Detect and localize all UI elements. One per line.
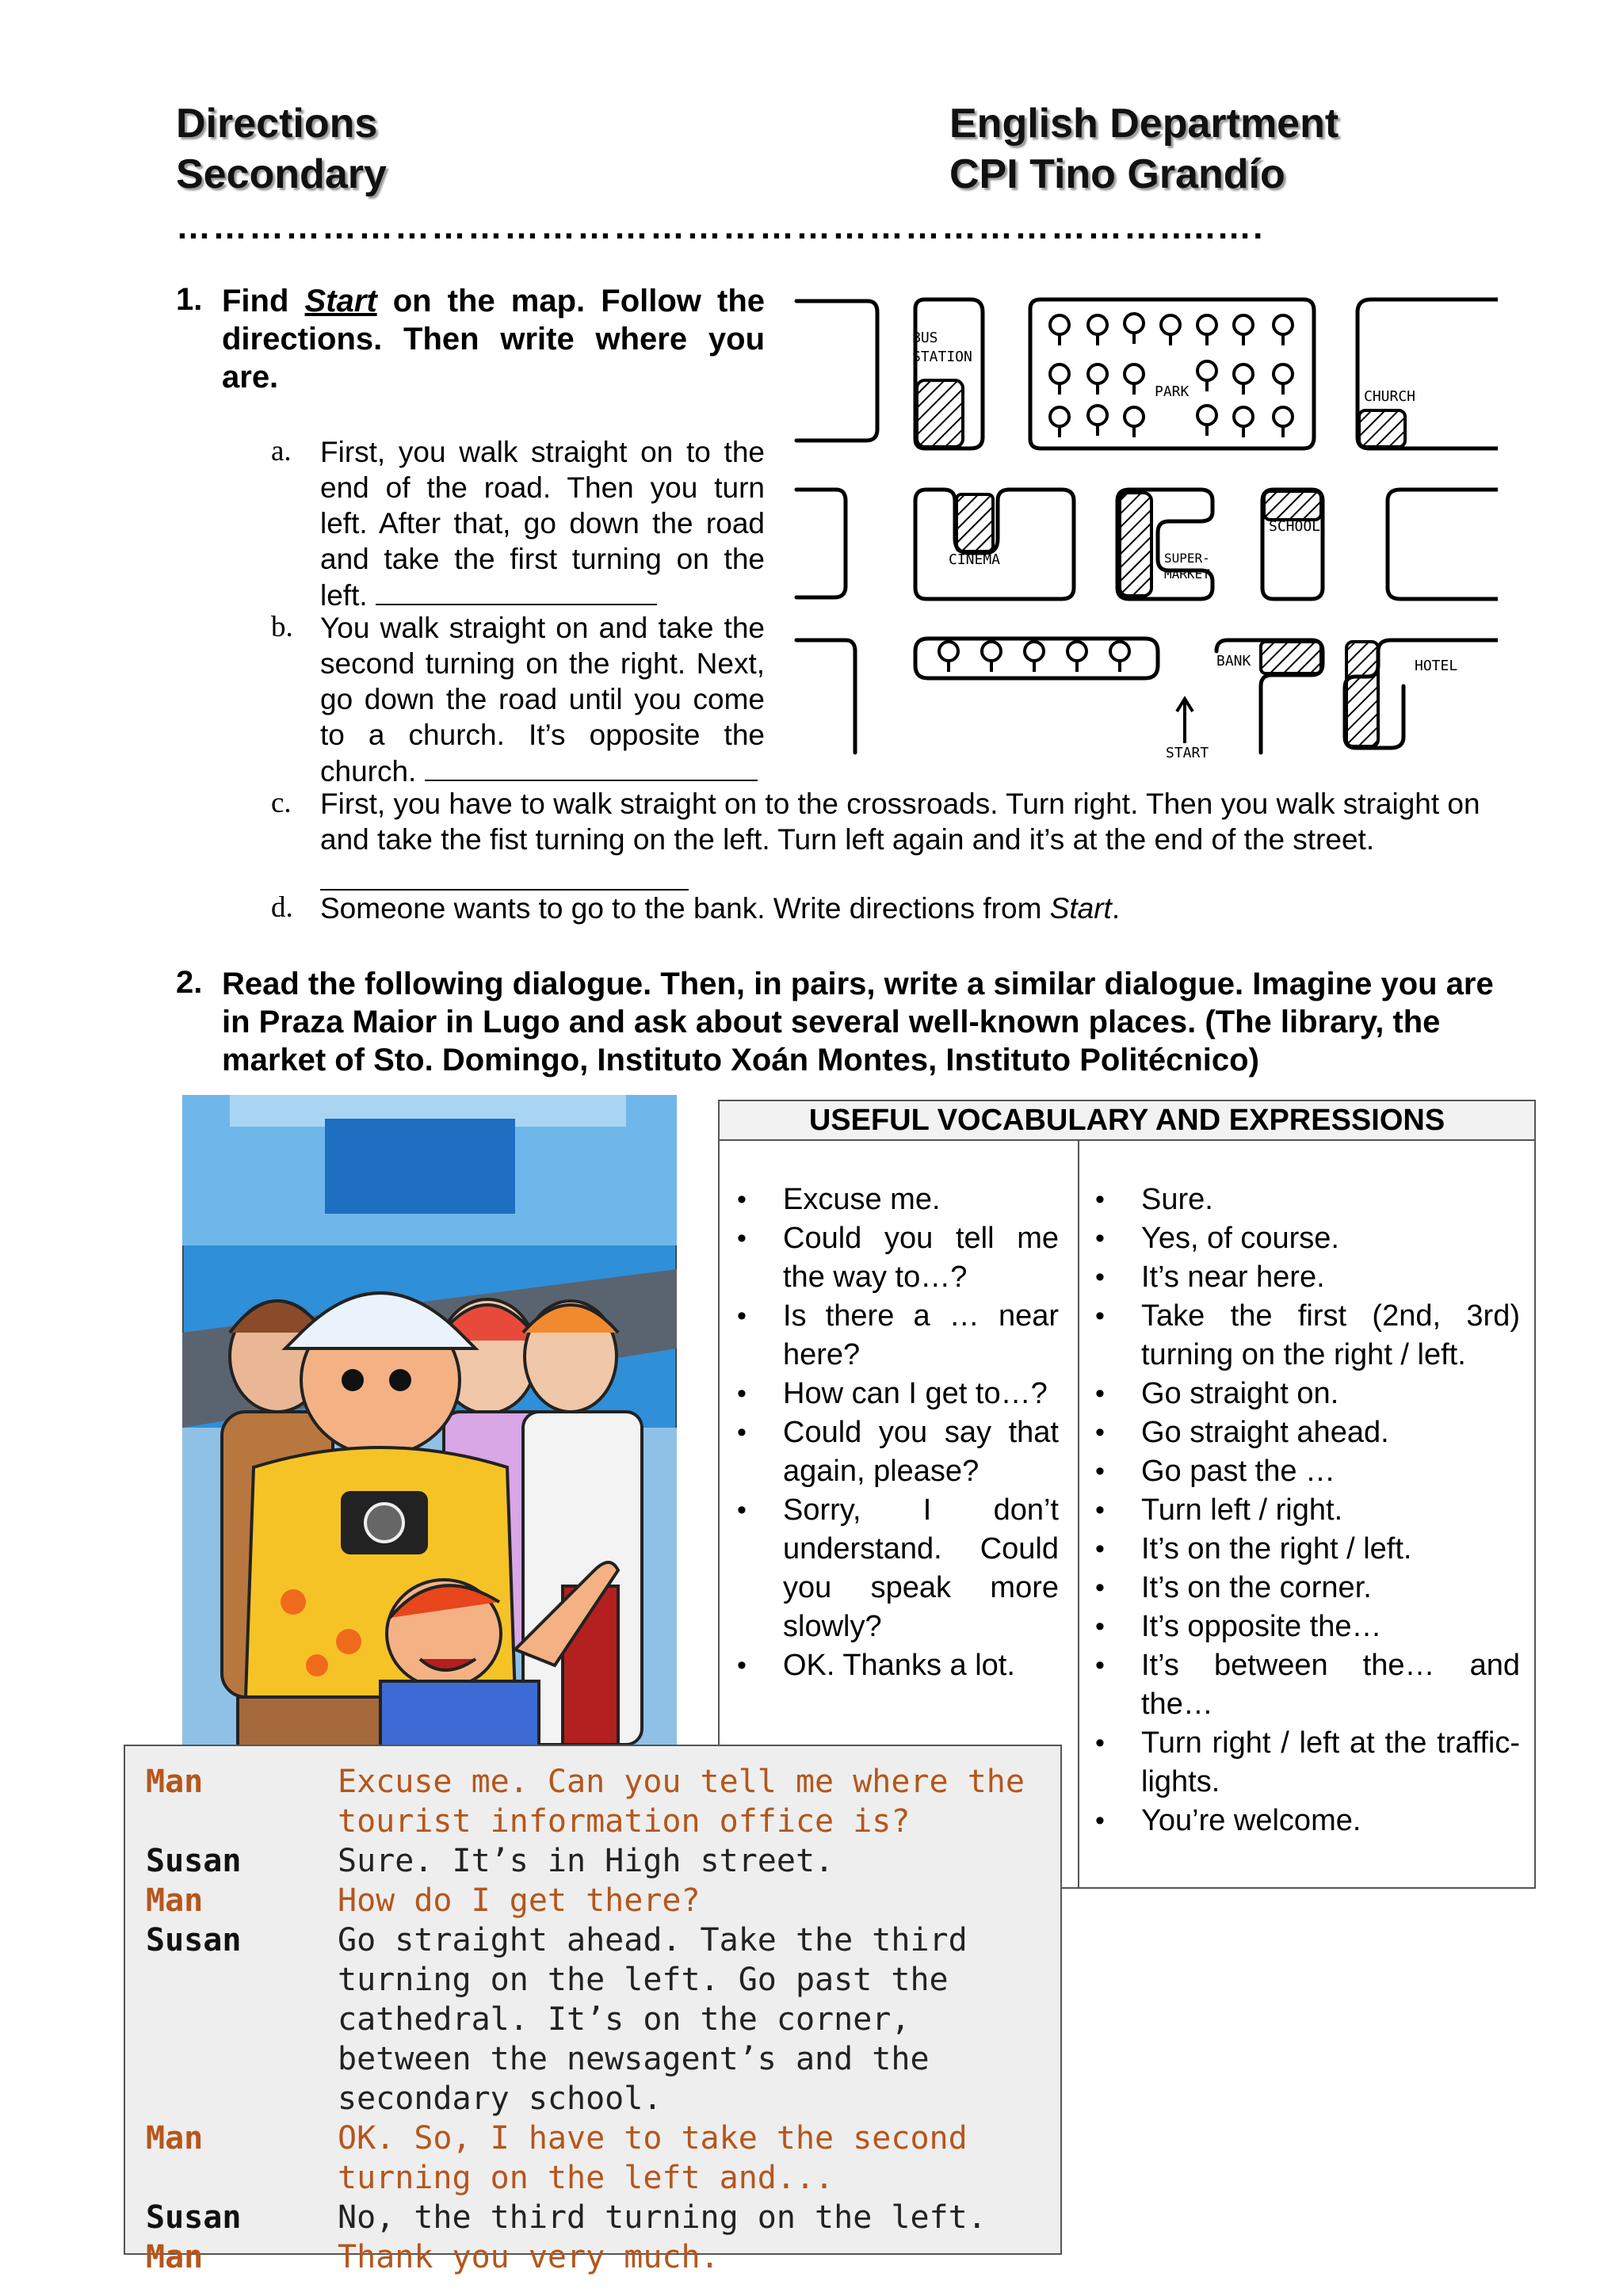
vocab-right-item: • It’s between the… and the… [1141,1646,1534,1724]
vocab-right-item: • Go straight on. [1141,1375,1534,1413]
tree-icon [1067,642,1086,672]
vocab-left-item: • OK. Thanks a lot. [783,1646,1075,1685]
map-label-park: PARK [1155,383,1190,400]
vocab-right-item: • It’s on the right / left. [1141,1530,1534,1569]
vocab-left-item: • Is there a … near here? [783,1297,1075,1375]
q1a-letter: a. [271,435,292,467]
dialogue-line [146,1881,1040,1920]
street-map [789,293,1498,761]
q1-title-post: on the map. Follow the directions. Then write where you are. [222,284,765,395]
school-building [1264,491,1321,520]
dialogue-line [146,1920,1040,2119]
speech-text: Thank you very much. [338,2239,720,2275]
map-label-cinema: CINEMA [949,551,1001,568]
tree-icon [1274,407,1293,437]
q1c-text [320,786,1498,898]
dialogue-line [146,2237,1040,2277]
vocabulary-heading: USEFUL VOCABULARY AND EXPRESSIONS [720,1101,1534,1141]
header-left [176,98,387,200]
speaker-name: Man [146,1882,204,1919]
hotel-building [1346,642,1378,746]
map-block-left-middle [796,490,846,597]
dialogue-line [146,2198,1040,2237]
vocab-left-item: • Sorry, I don’t understand. Could you speak more slowly? [783,1491,1075,1646]
q1c-answer-blank[interactable] [320,862,689,891]
speaker-name: Man [146,2239,204,2275]
worksheet-level: Secondary [176,151,387,197]
vocab-right-item: • Yes, of course. [1141,1219,1534,1258]
q2-number: 2. [176,965,203,1000]
tree-icon [1161,315,1180,345]
vocab-right-item: • Take the first (2nd, 3rd) turning on the right / left. [1141,1297,1534,1375]
tree-icon [1234,315,1253,345]
q1d-start: Start [1049,892,1112,925]
vocab-right-item: • It’s on the corner. [1141,1569,1534,1608]
map-label-bank: BANK [1216,653,1251,669]
dialogue-line [146,2119,1040,2198]
worksheet-title: Directions [176,101,378,147]
speaker-name: Susan [146,2199,242,2236]
speaker-name: Susan [146,1843,242,1879]
map-label-church: CHURCH [1364,388,1416,405]
map-label-supermarket-2: MARKET [1164,566,1210,582]
speech-text: OK. So, I have to take the second turning on the left and... [338,2120,968,2196]
tree-icon [1125,407,1144,437]
q1d-pre: Someone wants to go to the bank. Write directions from [320,892,1050,925]
q1d-letter: d. [271,891,293,924]
vocab-left-item: • How can I get to…? [783,1375,1075,1413]
tree-icon [1274,364,1293,395]
vocabulary-right-column [1078,1180,1534,1840]
dotted-rule: ……………………………………………………………………….....…. [176,208,1265,246]
q1a-text [320,434,765,613]
map-label-hotel: HOTEL [1415,658,1458,674]
tree-icon [1274,315,1293,345]
dialogue-line [146,1841,1040,1881]
q1d-post: . [1111,892,1121,925]
tree-icon [1125,314,1144,344]
map-block-bottom-left [796,640,855,753]
tree-icon [982,642,1001,672]
bank-building [1261,642,1321,673]
tree-icon [1088,315,1107,345]
speaker-name: Man [146,1764,204,1800]
tree-icon [1050,364,1069,395]
vocab-right-item: • It’s near here. [1141,1258,1534,1297]
q1b-letter: b. [271,611,293,643]
q1a-sentence: First, you walk straight on to the end of the road. Then you turn left. After that, go down the road and take the first turning on the left. [320,436,765,612]
tree-icon [1088,364,1107,395]
header-right [949,98,1338,200]
speech-text: How do I get there? [338,1882,701,1919]
q1a-answer-blank[interactable] [376,577,657,605]
vocab-right-item: • It’s opposite the… [1141,1608,1534,1646]
tourists-illustration [182,1095,677,1760]
q1-title [222,282,765,396]
tree-icon [1110,642,1129,672]
tree-icon [939,642,958,672]
speech-text: Excuse me. Can you tell me where the tourist information office is? [338,1764,1025,1840]
church-building [1359,410,1405,447]
dialogue-box [124,1745,1062,2275]
vocab-left-item: • Could you say that again, please? [783,1413,1075,1491]
map-label-start: START [1166,745,1209,761]
tree-icon [1088,406,1107,436]
tree-icon [1234,364,1253,395]
vocab-right-item: • Turn right / left at the traffic-lights. [1141,1724,1534,1802]
tree-icon [1050,407,1069,437]
speaker-name: Man [146,2120,204,2157]
q1b-answer-blank[interactable] [425,753,758,781]
q1c-letter: c. [271,787,292,819]
supermarket-building [1120,493,1151,596]
dialogue-line [146,1762,1040,1841]
tree-icon [1125,364,1144,395]
start-arrow-icon [1177,699,1193,743]
speech-text: No, the third turning on the left. [338,2199,987,2236]
tree-icon [1197,315,1216,345]
speech-text: Sure. It’s in High street. [338,1843,834,1879]
vocabulary-left-column [720,1180,1075,1685]
bus-station-building [917,380,963,447]
q1-title-pre: Find [222,284,305,318]
school-name: CPI Tino Grandío [949,151,1285,197]
tree-icon [1025,642,1044,672]
map-block-trees [915,639,1158,678]
vocab-left-item: • Excuse me. [783,1180,1075,1219]
q1b-text [320,610,765,789]
tree-icon [1050,315,1069,345]
vocab-left-item: • Could you tell me the way to…? [783,1219,1075,1297]
map-label-school: SCHOOL [1269,518,1321,535]
vocab-right-item: • Sure. [1141,1180,1534,1219]
tree-icon [1234,407,1253,437]
map-block-right-middle [1388,490,1498,599]
map-label-bus-station-1: BUS [912,330,938,346]
speech-text: Go straight ahead. Take the third turning on the left. Go past the cathedral. It’s on the corner, between the newsagent’s and the secondary school. [338,1922,968,2117]
q2-title: Read the following dialogue. Then, in pairs, write a similar dialogue. Imagine you are in Praza Maior in Lugo and ask about several well-known places. (The library, the market of Sto. Domingo, Instituto Xoán Montes, Instituto Politécnico) [222,967,1494,1077]
park-trees [939,314,1293,672]
tree-icon [1197,406,1216,436]
cinema-building [957,494,993,551]
vocab-right-item: • You’re welcome. [1141,1802,1534,1840]
map-label-supermarket-1: SUPER- [1164,551,1210,566]
speaker-name: Susan [146,1922,242,1958]
q1-number: 1. [176,282,203,317]
vocab-right-item: • Turn left / right. [1141,1491,1534,1530]
q1c-sentence: First, you have to walk straight on to the crossroads. Turn right. Then you walk straight on and take the fist turning on the left. Turn left again and it’s at the end of the street. [320,788,1480,856]
vocab-right-item: • Go past the … [1141,1452,1534,1491]
map-label-bus-station-2: STATION [912,349,972,365]
department-name: English Department [949,101,1339,147]
q1-title-start: Start [304,284,377,318]
vocab-right-item: • Go straight ahead. [1141,1413,1534,1452]
tree-icon [1197,361,1216,391]
map-block-left-top [796,301,877,441]
q1b-sentence: You walk straight on and take the second turning on the right. Next, go down the road until you come to a church. It’s opposite the church. [320,612,765,788]
q1d-text [320,891,1498,926]
map-block-park [1030,299,1314,448]
